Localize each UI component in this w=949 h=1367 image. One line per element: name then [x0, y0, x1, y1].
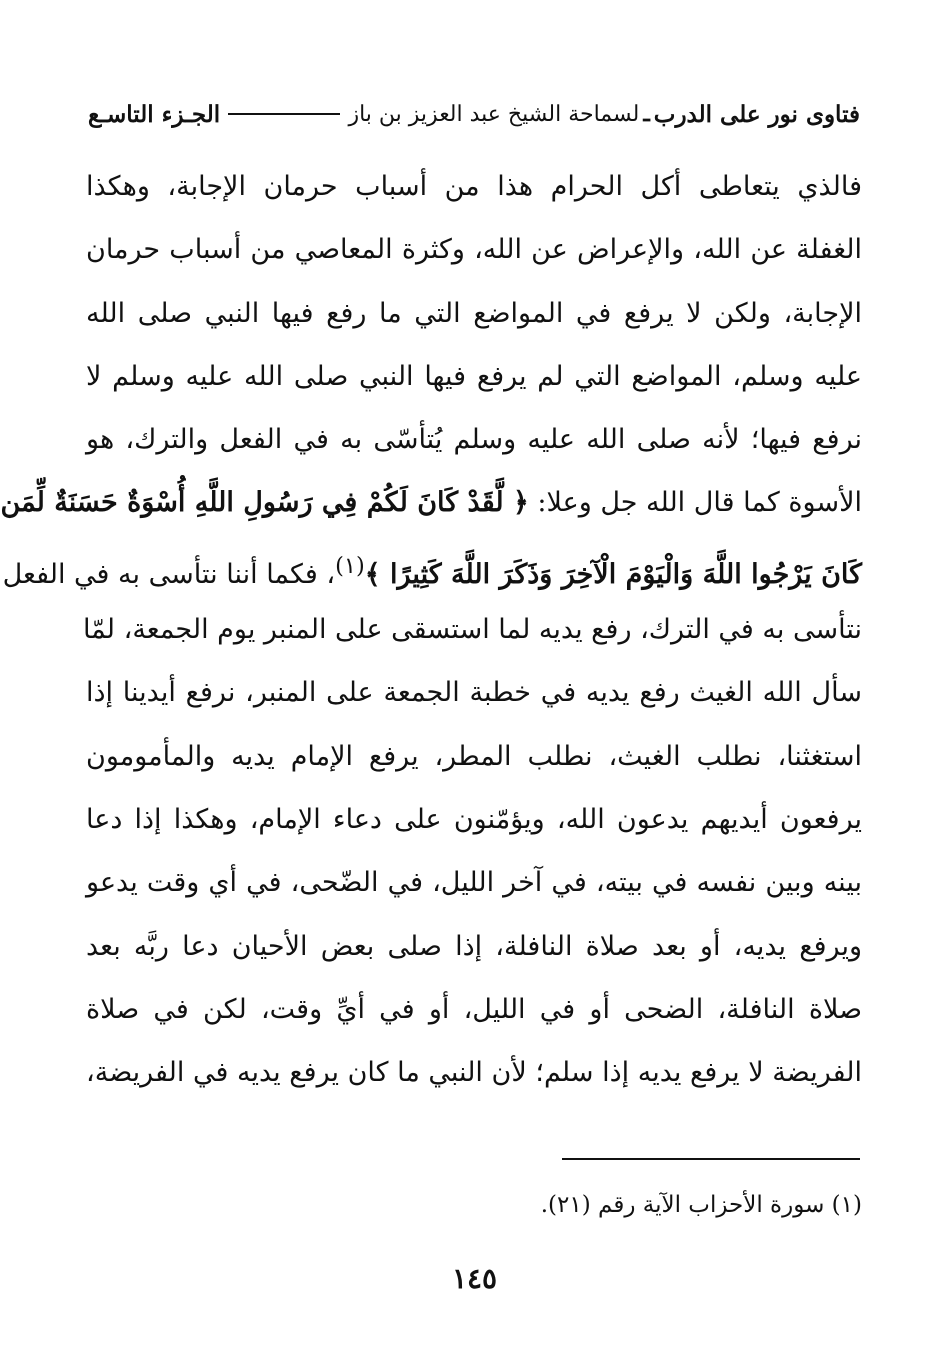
text-line: نتأسى به في الترك، رفع يديه لما استسقى على المنبر يوم الجمعة، لمّا: [82, 614, 862, 646]
header-separator: ـ: [643, 101, 650, 127]
text-span: الأسوة كما قال الله جل وعلا:: [528, 487, 862, 519]
text-span: ، فكما أننا نتأسى به في الفعل: [2, 558, 336, 590]
header-part: الجـزء التاسـع: [88, 100, 221, 128]
header-author: لسماحة الشيخ عبد العزيز بن باز: [348, 101, 640, 127]
text-line: الإجابة، ولكن لا يرفع في المواضع التي ما رفع فيها النبي صلى الله: [86, 297, 862, 329]
main-text: [0, 155, 862, 1104]
header-book-title: فتاوى نور على الدرب: [653, 100, 860, 128]
text-line: ويرفع يديه، أو بعد صلاة النافلة، إذا صلى بعض الأحيان دعا ربَّه بعد: [86, 930, 862, 962]
footnote-reference[interactable]: (١): [335, 552, 365, 579]
text-line: يرفعون أيديهم يدعون الله، ويؤمّنون على دعاء الإمام، وهكذا إذا دعا: [86, 803, 862, 835]
page-number: ١٤٥: [451, 1262, 498, 1295]
text-line: صلاة النافلة، الضحى أو في الليل، أو في أيِّ وقت، لكن في صلاة: [86, 993, 862, 1025]
footnote: (١) سورة الأحزاب الآية رقم (٢١).: [540, 1192, 862, 1218]
text-line: سأل الله الغيث رفع يديه في خطبة الجمعة على المنبر، نرفع أيدينا إذا: [86, 677, 862, 709]
text-line: عليه وسلم، المواضع التي لم يرفع فيها النبي صلى الله عليه وسلم لا: [86, 360, 862, 392]
text-line-with-verse: [0, 471, 862, 534]
quran-verse: كَانَ يَرْجُوا اللَّهَ وَالْيَوْمَ الْآخِرَ وَذَكَرَ اللَّهَ كَثِيرًا ﴾: [364, 558, 862, 590]
text-line: بينه وبين نفسه في بيته، في آخر الليل، في الضّحى، في أي وقت يدعو: [86, 867, 862, 899]
text-line: استغثنا، نطلب الغيث، نطلب المطر، يرفع الإمام يديه والمأمومون: [86, 740, 862, 772]
text-line: الغفلة عن الله، والإعراض عن الله، وكثرة المعاصي من أسباب حرمان: [86, 234, 862, 266]
text-line: نرفع فيها؛ لأنه صلى الله عليه وسلم يُتأسّى به في الفعل والترك، هو: [86, 424, 862, 456]
quran-verse: ﴿ لَّقَدْ كَانَ لَكُمْ فِي رَسُولِ اللَّهِ أُسْوَةٌ حَسَنَةٌ لِّمَن: [0, 487, 529, 519]
footnote-separator: [562, 1158, 860, 1160]
header-rule: [228, 113, 340, 115]
text-line: فالذي يتعاطى أكل الحرام هذا من أسباب حرمان الإجابة، وهكذا: [86, 171, 862, 202]
running-header: [88, 94, 860, 134]
text-line: الفريضة لا يرفع يديه إذا سلم؛ لأن النبي ما كان يرفع يديه في الفريضة،: [86, 1057, 862, 1089]
text-line-with-verse: [2, 535, 862, 598]
